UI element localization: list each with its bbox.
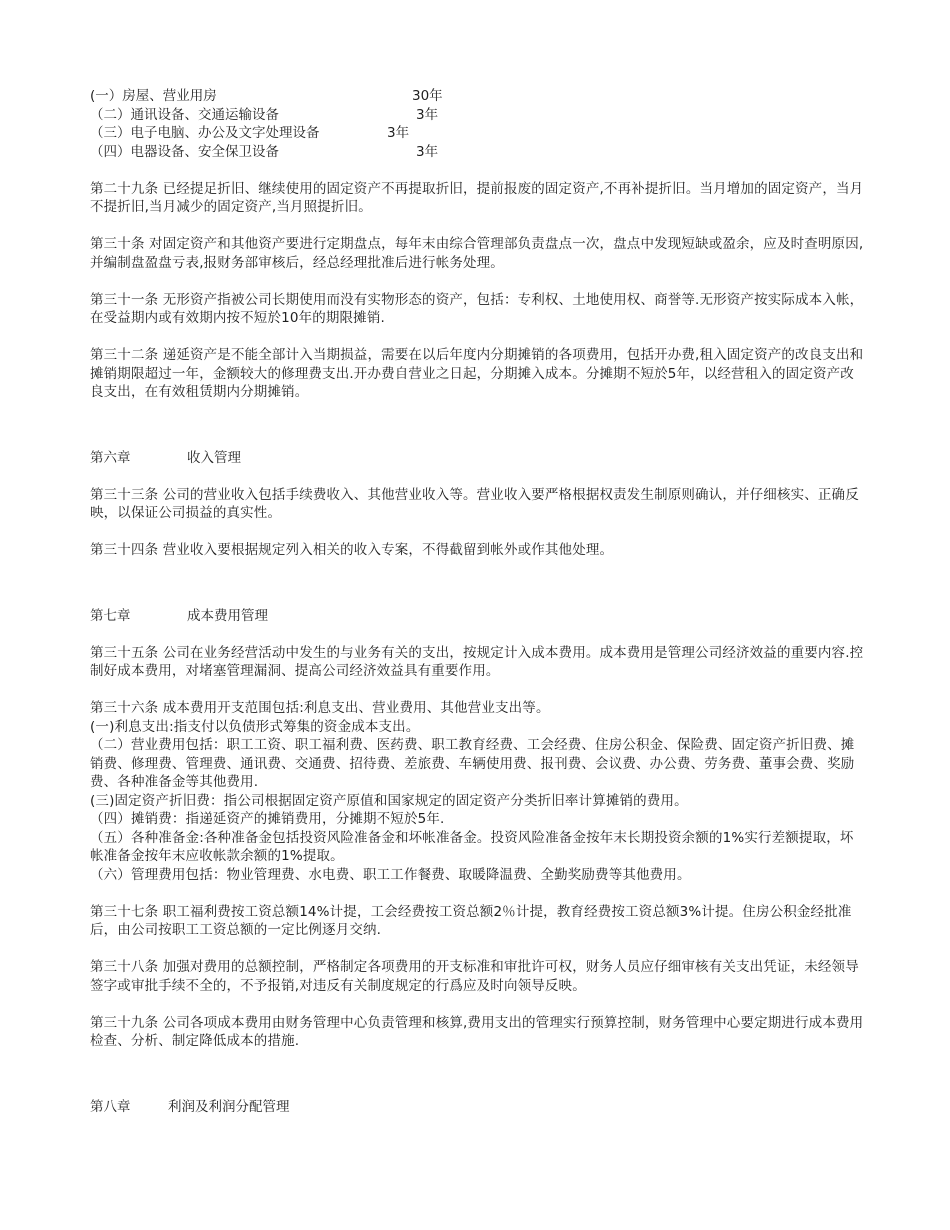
depreciation-years: 3年 [387, 125, 410, 141]
article-36-item-4: （四）摊销费：指递延资产的摊销费用，分摊期不短於5年. [90, 811, 445, 827]
depreciation-label: （四）电器设备、安全保卫设备 [90, 143, 279, 160]
depreciation-row [90, 87, 865, 106]
article-36-item-5: （五）各种准备金:各种准备金包括投资风险准备金和坏帐准备金。投资风险准备金按年末长期投资余额的1%实行差额提取，坏帐准备金按年末应收帐款余额的1%提取。 [90, 829, 854, 864]
article-36-item-3: (三)固定资产折旧费：指公司根据固定资产原值和国家规定的固定资产分类折旧率计算摊销的费用。 [90, 792, 688, 809]
article-31: 第三十一条 无形资产指被公司长期使用而没有实物形态的资产，包括：专利权、土地使用权、商誉等.无形资产按实际成本入帐，在受益期内或有效期内按不短於10年的期限摊销. [90, 291, 864, 326]
article-30: 第三十条 对固定资产和其他资产要进行定期盘点，每年末由综合管理部负责盘点一次，盘点中发现短缺或盈余，应及时查明原因,并编制盘盈盘亏表,报财务部审核后，经总经理批准后进行帐务处理。 [90, 236, 864, 271]
depreciation-row [90, 124, 865, 143]
depreciation-label: （三）电子电脑、办公及文字处理设备 [90, 125, 320, 141]
chapter-number: 第六章 [90, 449, 131, 466]
depreciation-label: （二）通讯设备、交通运输设备 [90, 106, 279, 123]
chapter-7-heading [90, 607, 865, 626]
article-38: 第三十八条 加强对费用的总额控制，严格制定各项费用的开支标准和审批许可权，财务人员应仔细审核有关支出凭证，未经领导签字或审批手续不全的，不予报销,对违反有关制度规定的行爲应及时向领导反映。 [90, 959, 859, 994]
article-33: 第三十三条 公司的营业收入包括手续费收入、其他营业收入等。营业收入要严格根据权责发生制原则确认，并仔细核实、正确反映，以保证公司损益的真实性。 [90, 486, 859, 521]
depreciation-label: (一）房屋、营业用房 [90, 88, 217, 104]
article-35: 第三十五条 公司在业务经营活动中发生的与业务有关的支出，按规定计入成本费用。成本费用是管理公司经济效益的重要内容.控制好成本费用，对堵塞管理漏洞、提高公司经济效益具有重要作用。 [90, 644, 864, 679]
article-32: 第三十二条 递延资产是不能全部计入当期损益，需要在以后年度内分期摊销的各项费用，包括开办费,租入固定资产的改良支出和摊销期限超过一年，金额较大的修理费支出.开办费自营业之日起，分期摊入成本。分摊期不短於5年，以经营租入的固定资产改良支出，在有效租赁期内分期摊销。 [90, 347, 864, 400]
article-36-item-1: (一)利息支出:指支付以负债形式筹集的资金成本支出。 [90, 718, 420, 735]
article-37: 第三十七条 职工福利费按工资总额14%计提，工会经费按工资总额2％计提，教育经费按工资总额3%计提。住房公积金经批准后，由公司按职工工资总额的一定比例逐月交纳. [90, 903, 852, 938]
article-36-item-6: （六）管理费用包括：物业管理费、水电费、职工工作餐费、取暖降温费、全勤奖励费等其他费用。 [90, 866, 691, 883]
article-29: 第二十九条 已经提足折旧、继续使用的固定资产不再提取折旧，提前报废的固定资产,不再补提折旧。当月增加的固定资产，当月不提折旧,当月减少的固定资产,当月照提折旧。 [90, 180, 864, 215]
article-34: 第三十四条 营业收入要根据规定列入相关的收入专案，不得截留到帐外或作其他处理。 [90, 542, 614, 558]
chapter-title: 收入管理 [187, 449, 241, 466]
depreciation-years: 30年 [412, 88, 443, 104]
chapter-8-heading [90, 1098, 865, 1117]
chapter-title: 成本费用管理 [187, 607, 268, 624]
chapter-6-heading [90, 449, 865, 468]
article-39: 第三十九条 公司各项成本费用由财务管理中心负责管理和核算,费用支出的管理实行预算控制，财务管理中心要定期进行成本费用检查、分析、制定降低成本的措施. [90, 1014, 864, 1049]
depreciation-row [90, 106, 865, 125]
article-36: 第三十六条 成本费用开支范围包括:利息支出、营业费用、其他营业支出等。 [90, 700, 550, 716]
chapter-number: 第八章 [90, 1098, 131, 1115]
depreciation-row [90, 143, 865, 162]
depreciation-table [90, 87, 865, 161]
article-36-item-2: （二）营业费用包括：职工工资、职工福利费、医药费、职工教育经费、工会经费、住房公积金、保险费、固定资产折旧费、摊销费、修理费、管理费、通讯费、交通费、招待费、差旅费、车辆使用费、报刊费、会议费、办公费、劳务费、董事会费、奖励费、各种准备金等其他费用. [90, 737, 855, 790]
depreciation-years: 3年 [416, 106, 439, 123]
depreciation-years: 3年 [416, 143, 439, 160]
document-page [90, 87, 865, 1116]
chapter-title: 利润及利润分配管理 [168, 1098, 290, 1115]
chapter-number: 第七章 [90, 607, 131, 624]
